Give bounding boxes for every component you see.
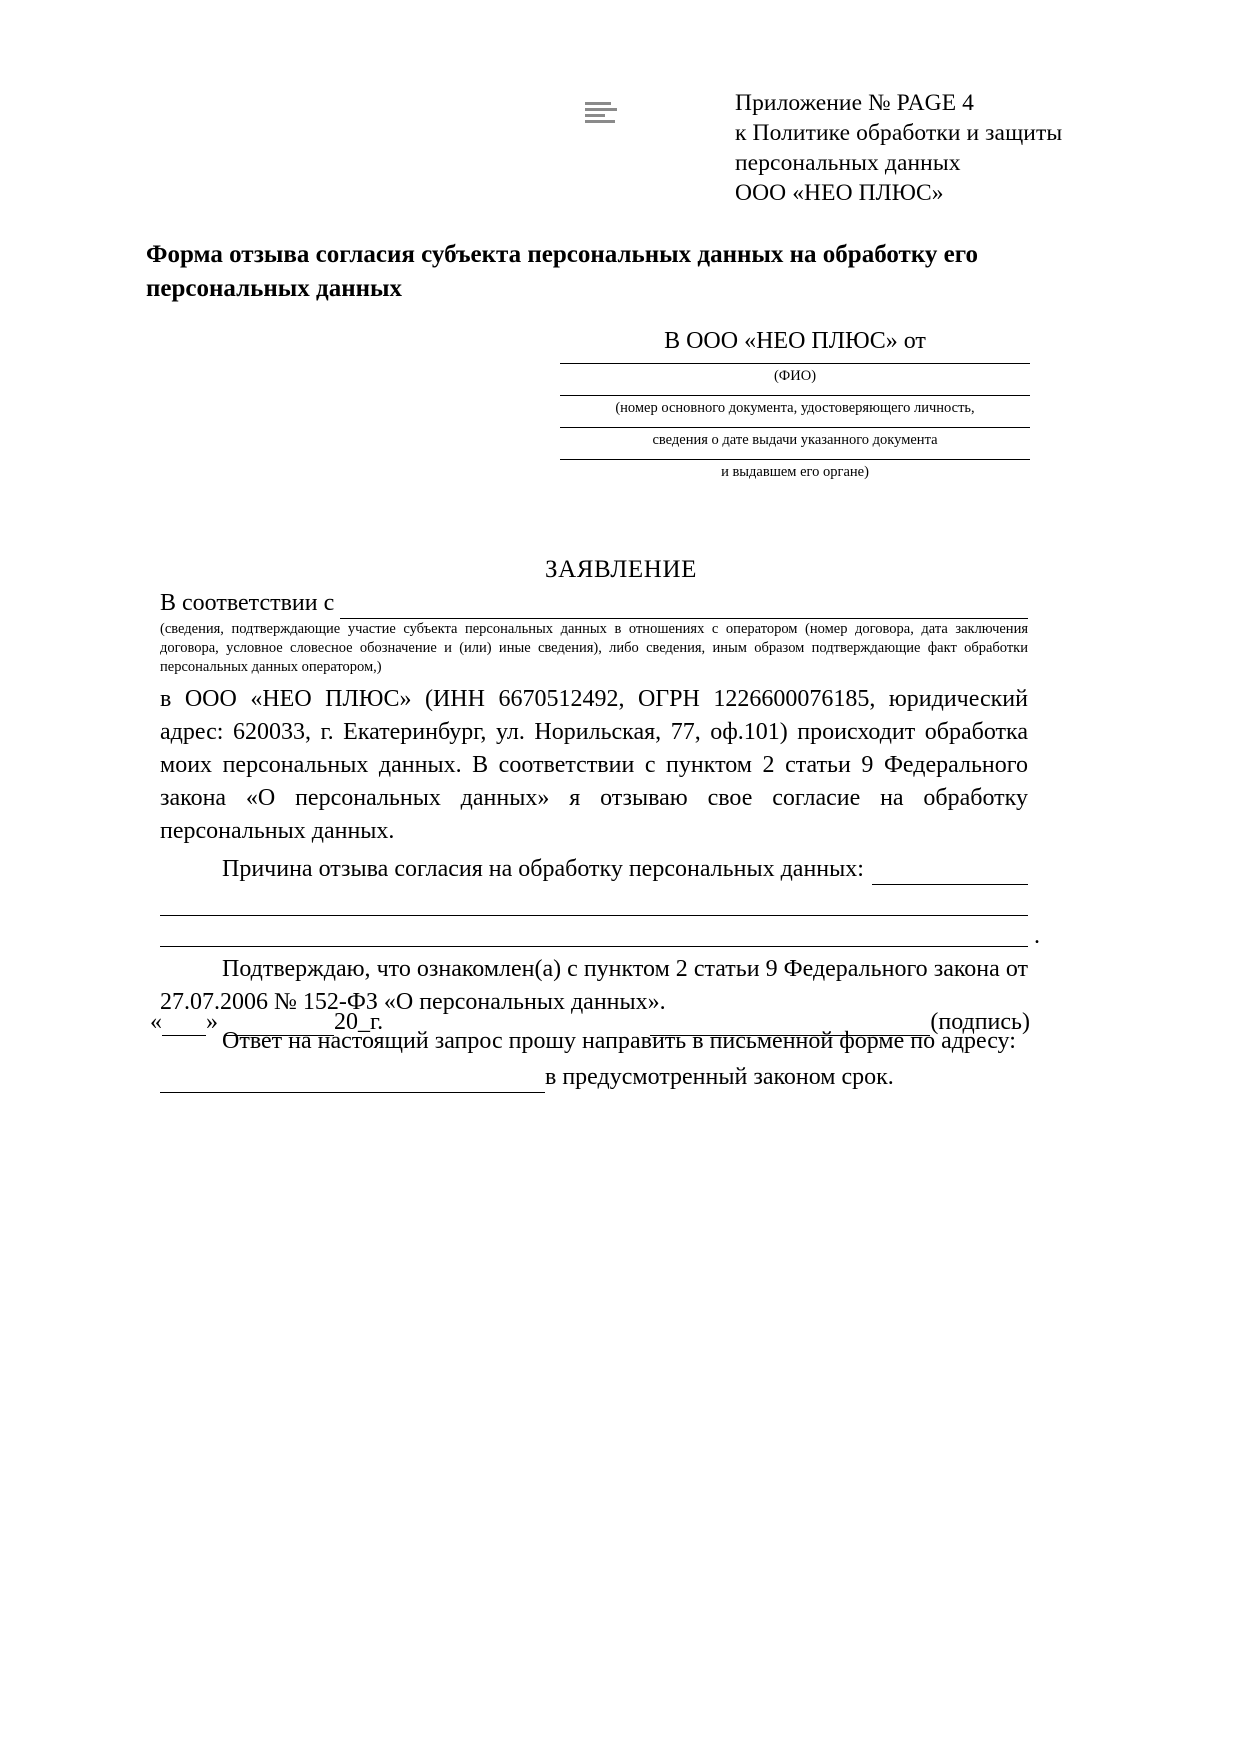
addressee-caption-document-number: (номер основного документа, удостоверяющего личность, [615, 400, 975, 416]
addressee-blank-issue-date[interactable] [560, 427, 1030, 428]
header-line-1: Приложение № PAGE 4 [735, 90, 975, 116]
signature-blank[interactable] [650, 1015, 930, 1036]
small-note-text: (сведения, подтверждающие участие субъекта персональных данных в отношениях с оператором (номер договора, дата заключения договора, условное словесное обозначение и (или) иные сведения), либо сведения, иным образом подтверждающие факт обработки персональных данных оператором,) [160, 621, 1028, 675]
header-line-3: персональных данных [735, 150, 961, 176]
answer-address-blank[interactable] [160, 1068, 545, 1093]
addressee-blank-issuer[interactable] [560, 459, 1030, 460]
in-accordance-label: В соответствии с [160, 590, 335, 616]
main-paragraph: в ООО «НЕО ПЛЮС» (ИНН 6670512492, ОГРН 1226600076185, юридический адрес: 620033, г. Екатеринбург, ул. Норильская, 77, оф.101) происходит обработка моих персональных данных. В соответствии с пунктом 2 статьи 9 Федерального закона «О персональных данных» я отзываю свое согласие на обработку персональных данных. [160, 686, 1028, 844]
date-month-blank[interactable] [224, 1015, 334, 1036]
addressee-caption-fio: (ФИО) [773, 368, 817, 384]
statement-heading: ЗАЯВЛЕНИЕ [545, 556, 697, 583]
date-quote-open: « [150, 1009, 162, 1035]
reason-end-dot: . [1034, 923, 1040, 949]
answer-paragraph: Ответ на настоящий запрос прошу направить в письменной форме по адресу: [222, 1028, 1016, 1054]
reason-label: Причина отзыва согласия на обработку персональных данных: [222, 856, 864, 882]
addressee-caption-issuer: и выдавшем его органе) [721, 464, 869, 480]
reason-blank-3[interactable] [160, 916, 1040, 949]
date-quote-close: » [206, 1009, 218, 1035]
header-appendix-block [735, 88, 1155, 208]
addressee-block [560, 328, 1030, 491]
in-accordance-row [160, 588, 1028, 619]
addressee-to-line: В ООО «НЕО ПЛЮС» от [664, 328, 926, 354]
reason-row [160, 854, 1028, 885]
signature-caption: (подпись) [930, 1009, 1030, 1035]
date-day-blank[interactable] [162, 1015, 206, 1036]
signature-row [150, 1009, 1030, 1036]
signature-field[interactable] [650, 1009, 1030, 1036]
confirm-paragraph: Подтверждаю, что ознакомлен(а) с пунктом 2 статьи 9 Федерального закона от 27.07.2006 № 152-ФЗ «О персональных данных». [160, 956, 1028, 1015]
header-stamp-icon [585, 102, 619, 128]
reason-blank-2[interactable] [160, 885, 1028, 916]
reason-blank-1[interactable] [872, 860, 1028, 885]
addressee-blank-document-number[interactable] [560, 395, 1030, 396]
date-year-label: 20_г. [334, 1009, 384, 1035]
page-title: Форма отзыва согласия субъекта персональных данных на обработку его персональных данных [146, 241, 978, 302]
answer-address-row [160, 1062, 1028, 1093]
addressee-caption-issue-date: сведения о дате выдачи указанного документа [652, 432, 938, 448]
answer-address-tail: в предусмотренный законом срок. [545, 1064, 894, 1090]
in-accordance-blank[interactable] [340, 596, 1028, 619]
header-line-4: ООО «НЕО ПЛЮС» [735, 180, 944, 206]
date-field[interactable] [150, 1009, 383, 1036]
header-line-2: к Политике обработки и защиты [735, 120, 1063, 146]
addressee-blank-fio[interactable] [560, 363, 1030, 364]
